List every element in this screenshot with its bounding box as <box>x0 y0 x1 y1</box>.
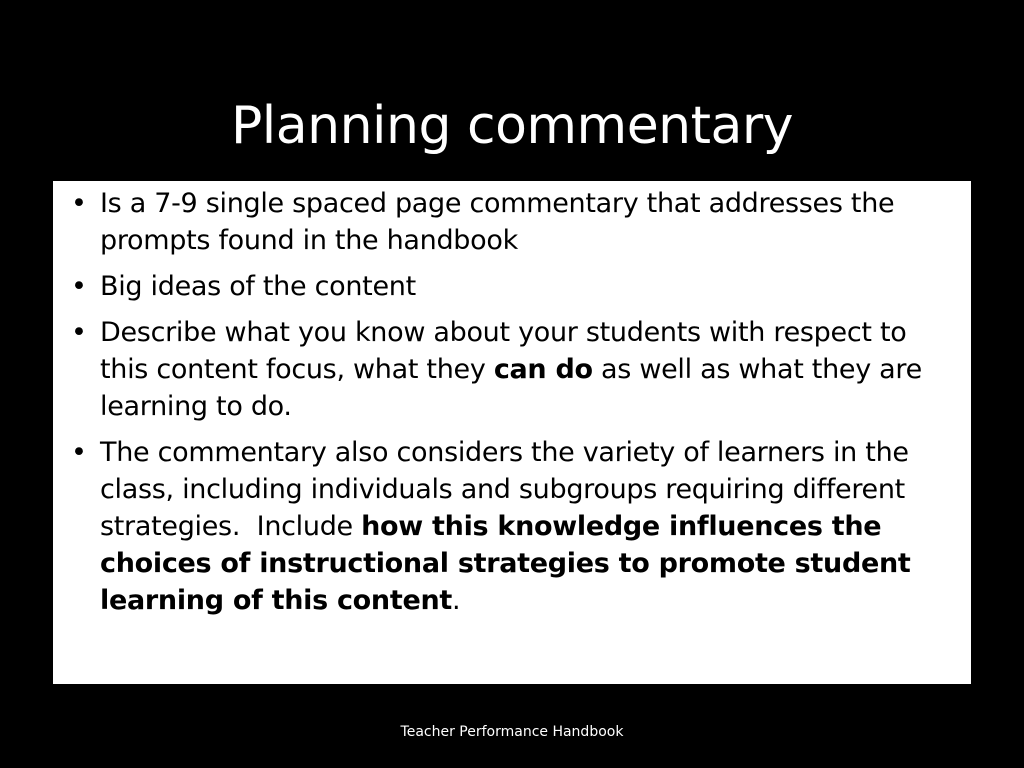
bullet-item <box>67 434 961 619</box>
bullet-list <box>67 185 961 619</box>
bullet-text-plain: The commentary also considers the variety of learners in the class, including individuals and subgroups requiring different strategies. Include <box>100 437 917 542</box>
bullet-item <box>67 314 961 425</box>
bullet-icon: • <box>71 317 87 348</box>
bullet-text-plain: . <box>452 585 461 616</box>
bullet-text-bold: can do <box>493 354 593 385</box>
bullet-text <box>100 317 922 422</box>
bullet-text <box>100 437 917 616</box>
bullet-text: Is a 7-9 single spaced page commentary that addresses the prompts found in the handbook <box>100 188 895 256</box>
bullet-text: Big ideas of the content <box>100 271 416 302</box>
bullet-text-bold: how this knowledge influences the choices of instructional strategies to promote student learning of this content <box>100 511 911 616</box>
bullet-icon: • <box>71 271 87 302</box>
bullet-text-plain: as well as what they are learning to do. <box>100 354 922 422</box>
bullet-icon: • <box>71 437 87 468</box>
bullet-item <box>67 268 961 305</box>
content-box <box>53 181 971 684</box>
bullet-item <box>67 185 961 259</box>
slide-footer: Teacher Performance Handbook <box>400 724 624 740</box>
bullet-text-plain: Describe what you know about your students with respect to this content focus, what they <box>100 317 907 385</box>
bullet-icon: • <box>71 188 87 219</box>
slide-title: Planning commentary <box>230 95 794 156</box>
